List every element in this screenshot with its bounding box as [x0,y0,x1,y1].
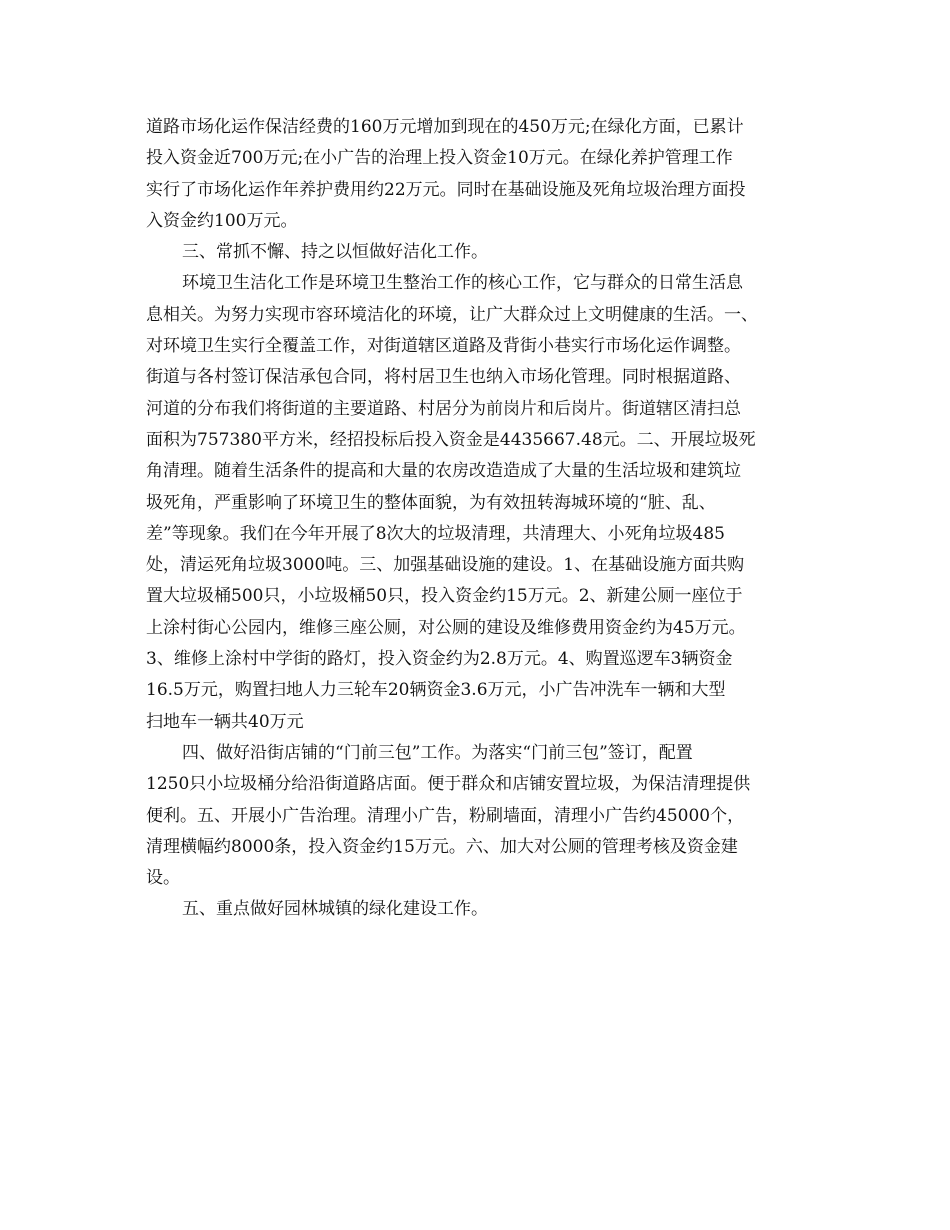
text-line: 1250只小垃圾桶分给沿街道路店面。便于群众和店铺安置垃圾，为保洁清理提供 [146,774,751,795]
paragraph-start-line: 环境卫生洁化工作是环境卫生整治工作的核心工作，它与群众的日常生活息 [182,273,743,294]
text-line: 投入资金近700万元;在小广告的治理上投入资金10万元。在绿化养护管理工作 [146,148,733,169]
text-line: 实行了市场化运作年养护费用约22万元。同时在基础设施及死角垃圾治理方面投 [146,179,746,200]
text-line: 便利。五、开展小广告治理。清理小广告，粉刷墙面，清理小广告约45000个， [146,805,745,826]
text-line: 圾死角，严重影响了环境卫生的整体面貌，为有效扭转海城环境的“脏、乱、 [146,492,716,513]
text-line: 清理横幅约8000条，投入资金约15万元。六、加大对公厕的管理考核及资金建 [146,836,738,857]
text-line: 河道的分布我们将街道的主要道路、村居分为前岗片和后岗片。街道辖区清扫总 [146,398,741,419]
text-line: 对环境卫生实行全覆盖工作，对街道辖区道路及背街小巷实行市场化运作调整。 [146,336,741,357]
text-line: 面积为757380平方米，经招投标后投入资金是4435667.48元。二、开展垃圾死 [146,429,756,450]
text-line: 3、维修上涂村中学街的路灯，投入资金约为2.8万元。4、购置巡逻车3辆资金 [146,649,733,670]
text-line: 街道与各村签订保洁承包合同，将村居卫生也纳入市场化管理。同时根据道路、 [146,367,741,388]
section-heading: 三、常抓不懈、持之以恒做好洁化工作。 [182,242,488,263]
text-line: 16.5万元，购置扫地人力三轮车20辆资金3.6万元，小广告冲洗车一辆和大型 [146,680,726,701]
document-body [146,112,806,926]
text-line: 置大垃圾桶500只，小垃圾桶50只，投入资金约15万元。2、新建公厕一座位于 [146,586,743,607]
text-line: 上涂村街心公园内，维修三座公厕，对公厕的建设及维修费用资金约为45万元。 [146,617,746,638]
text-line: 息相关。为努力实现市容环境洁化的环境，让广大群众过上文明健康的生活。一、 [146,304,758,325]
section-heading: 四、做好沿街店铺的“门前三包”工作。为落实“门前三包”签订，配置 [182,742,693,763]
text-line: 设。 [146,868,180,889]
text-line: 处，清运死角垃圾3000吨。三、加强基础设施的建设。1、在基础设施方面共购 [146,555,745,576]
text-line: 角清理。随着生活条件的提高和大量的农房改造造成了大量的生活垃圾和建筑垃 [146,461,741,482]
section-heading: 五、重点做好园林城镇的绿化建设工作。 [182,899,488,920]
text-line: 道路市场化运作保洁经费的160万元增加到现在的450万元;在绿化方面，已累计 [146,117,744,137]
text-line: 差”等现象。我们在今年开展了8次大的垃圾清理，共清理大、小死角垃圾485 [146,523,725,544]
text-line: 扫地车一辆共40万元 [146,711,304,732]
text-line: 入资金约100万元。 [146,210,298,231]
